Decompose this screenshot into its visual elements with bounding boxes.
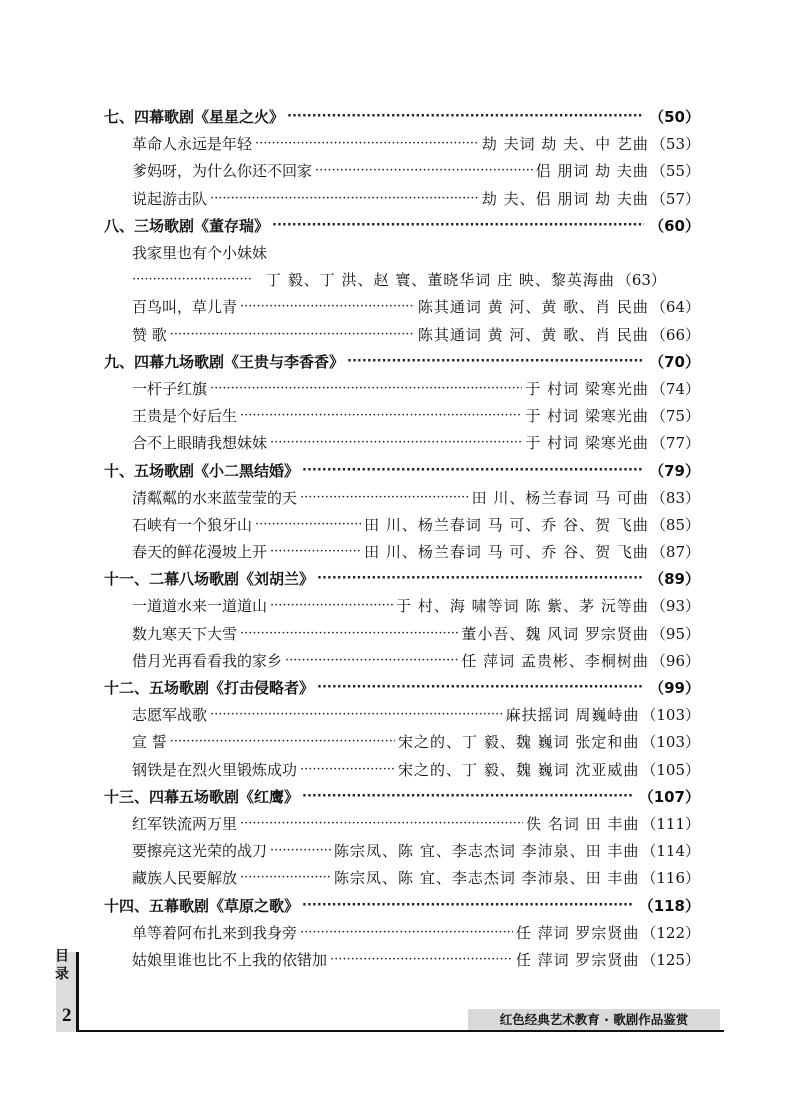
toc-title: 王贵是个好后生 bbox=[132, 407, 238, 426]
toc-title: 十三、四幕五场歌剧《红鹰》 bbox=[104, 787, 300, 806]
toc-page: （125） bbox=[641, 950, 700, 969]
toc-page: （63） bbox=[616, 271, 666, 290]
leader-dots bbox=[255, 511, 361, 538]
leader-dots bbox=[317, 565, 644, 592]
toc-page: （53） bbox=[650, 135, 700, 154]
toc-title: 七、四幕歌剧《星星之火》 bbox=[104, 108, 285, 127]
toc-page: （77） bbox=[650, 434, 700, 453]
toc-entry-row[interactable] bbox=[104, 946, 700, 973]
toc-entry-row[interactable] bbox=[104, 293, 700, 320]
leader-dots bbox=[255, 130, 479, 157]
toc-page: （95） bbox=[650, 624, 700, 643]
toc-title: 一杆子红旗 bbox=[132, 379, 208, 398]
toc-title: 十、五场歌剧《小二黑结婚》 bbox=[104, 461, 300, 480]
toc-credit: 陈其通词 黄 河、黄 歌、肖 民曲 bbox=[417, 325, 649, 344]
footer-title: 红色经典艺术教育 · 歌剧作品鉴赏 bbox=[468, 1009, 720, 1030]
toc-title: 十一、二幕八场歌剧《刘胡兰》 bbox=[104, 570, 315, 589]
toc-title: 合不上眼睛我想妹妹 bbox=[132, 434, 268, 453]
toc-entry-row[interactable] bbox=[104, 429, 700, 456]
toc-entry-row[interactable] bbox=[104, 402, 700, 429]
leader-dots bbox=[272, 212, 644, 239]
toc-entry-row[interactable] bbox=[104, 919, 700, 946]
page-number: 2 bbox=[62, 1005, 72, 1026]
bottom-rule bbox=[79, 1030, 724, 1032]
toc-page: （70） bbox=[649, 352, 700, 371]
leader-dots bbox=[240, 864, 331, 891]
toc-page: （105） bbox=[641, 760, 700, 779]
toc-page: （96） bbox=[650, 651, 700, 670]
leader-dots bbox=[302, 457, 644, 484]
toc-entry-row[interactable] bbox=[104, 756, 700, 783]
toc-page: （116） bbox=[641, 869, 700, 888]
toc-entry-row[interactable] bbox=[104, 701, 700, 728]
toc-page: （66） bbox=[650, 325, 700, 344]
toc-credit: 宋之的、丁 毅、魏 巍词 张定和曲 bbox=[398, 733, 640, 752]
toc-credit: 劫 夫词 劫 夫、中 艺曲 bbox=[481, 135, 649, 154]
toc-entry-row[interactable] bbox=[104, 592, 700, 619]
toc-section-row[interactable] bbox=[104, 456, 700, 483]
toc-entry-row[interactable] bbox=[104, 185, 700, 212]
toc-credit: 田 川、杨兰春词 马 可、乔 谷、贺 飞曲 bbox=[364, 543, 649, 562]
toc-credit: 于 村、海 啸等词 陈 紫、茅 沅等曲 bbox=[396, 597, 649, 616]
leader-dots bbox=[285, 647, 458, 674]
toc-entry-row[interactable] bbox=[104, 511, 700, 538]
leader-dots bbox=[270, 837, 331, 864]
toc-credit: 劫 夫、侣 朋词 劫 夫曲 bbox=[481, 189, 649, 208]
toc-title: 清粼粼的水来蓝莹莹的天 bbox=[132, 488, 298, 507]
toc-title: 春天的鲜花漫坡上开 bbox=[132, 543, 268, 562]
toc-page: （93） bbox=[650, 597, 700, 616]
toc-section-row[interactable] bbox=[104, 891, 700, 918]
toc-title: 单等着阿布扎来到我身旁 bbox=[132, 923, 298, 942]
toc-page: （122） bbox=[641, 923, 700, 942]
toc-title: 说起游击队 bbox=[132, 189, 208, 208]
toc-credit: 任 萍词 孟贵彬、李桐树曲 bbox=[461, 651, 649, 670]
toc-page: （55） bbox=[650, 162, 700, 181]
toc-credit: 于 村词 梁寒光曲 bbox=[525, 434, 649, 453]
toc-credit: 麻扶摇词 周巍峙曲 bbox=[505, 706, 640, 725]
toc-credit: 于 村词 梁寒光曲 bbox=[525, 379, 649, 398]
toc-page: （50） bbox=[649, 108, 700, 127]
leader-dots bbox=[330, 946, 513, 973]
leader-dots bbox=[300, 756, 395, 783]
toc-page: （83） bbox=[650, 488, 700, 507]
toc-entry-row[interactable] bbox=[104, 728, 700, 755]
toc-credit: 田 川、杨兰春词 马 可曲 bbox=[471, 488, 649, 507]
leader-dots bbox=[300, 919, 513, 946]
toc-credit: 任 萍词 罗宗贤曲 bbox=[515, 923, 640, 942]
leader-dots bbox=[317, 674, 644, 701]
toc-credit: 于 村词 梁寒光曲 bbox=[525, 407, 649, 426]
toc-entry-row[interactable] bbox=[104, 321, 700, 348]
toc-credit: 陈宗凤、陈 宜、李志杰词 李沛泉、田 丰曲 bbox=[334, 842, 640, 861]
toc-page: （118） bbox=[638, 896, 700, 915]
toc-page: （89） bbox=[649, 570, 700, 589]
toc-credit: 董小吾、魏 风词 罗宗贤曲 bbox=[461, 624, 649, 643]
leader-dots bbox=[302, 783, 634, 810]
toc-entry-row[interactable] bbox=[104, 620, 700, 647]
toc-title: 九、四幕九场歌剧《王贵与李香香》 bbox=[104, 352, 345, 371]
leader-dots bbox=[347, 348, 644, 375]
toc-credit: 丁 毅、丁 洪、赵 寰、董晓华词 庄 映、黎英海曲 bbox=[266, 271, 615, 290]
leader-dots bbox=[132, 266, 252, 293]
toc-section-row[interactable] bbox=[104, 674, 700, 701]
toc-section-row[interactable] bbox=[104, 103, 700, 130]
toc-page: （87） bbox=[650, 543, 700, 562]
toc-title: 十二、五场歌剧《打击侵略者》 bbox=[104, 679, 315, 698]
leader-dots bbox=[270, 429, 522, 456]
toc-title: 要擦亮这光荣的战刀 bbox=[132, 842, 268, 861]
toc-title: 红军铁流两万里 bbox=[132, 814, 238, 833]
toc-credit: 侣 朋词 劫 夫曲 bbox=[535, 162, 649, 181]
toc-page: （107） bbox=[638, 787, 700, 806]
leader-dots bbox=[300, 484, 469, 511]
toc-entry-row[interactable] bbox=[104, 538, 700, 565]
toc-page: （64） bbox=[650, 298, 700, 317]
toc-title: 赞 歌 bbox=[132, 325, 167, 344]
toc-page: （85） bbox=[650, 515, 700, 534]
toc-credit: 佚 名词 田 丰曲 bbox=[526, 814, 640, 833]
toc-entry-row[interactable] bbox=[104, 647, 700, 674]
toc-title: 百鸟叫，草儿青 bbox=[132, 298, 238, 317]
leader-dots bbox=[315, 157, 533, 184]
toc-title: 借月光再看看我的家乡 bbox=[132, 651, 283, 670]
toc-page: （57） bbox=[650, 189, 700, 208]
side-tab-label: 目录 bbox=[53, 948, 69, 984]
leader-dots bbox=[170, 321, 415, 348]
toc-title: 石峡有一个狼牙山 bbox=[132, 515, 253, 534]
toc-section-row[interactable] bbox=[104, 212, 700, 239]
toc-credit: 任 萍词 罗宗贤曲 bbox=[515, 950, 640, 969]
leader-dots bbox=[210, 185, 479, 212]
toc-entry-row[interactable] bbox=[104, 484, 700, 511]
leader-dots bbox=[240, 810, 523, 837]
leader-dots bbox=[270, 592, 393, 619]
toc-credit: 田 川、杨兰春词 马 可、乔 谷、贺 飞曲 bbox=[364, 515, 649, 534]
leader-dots bbox=[302, 892, 634, 919]
toc-title: 我家里也有个小妹妹 bbox=[132, 244, 268, 263]
toc-credit: 陈其通词 黄 河、黄 歌、肖 民曲 bbox=[417, 298, 649, 317]
toc-title: 革命人永远是年轻 bbox=[132, 135, 253, 154]
leader-dots bbox=[287, 103, 644, 130]
leader-dots bbox=[210, 701, 503, 728]
toc-credit: 宋之的、丁 毅、魏 巍词 沈亚威曲 bbox=[398, 760, 640, 779]
leader-dots bbox=[210, 375, 522, 402]
toc-title: 一道道水来一道道山 bbox=[132, 597, 268, 616]
toc-section-row[interactable] bbox=[104, 565, 700, 592]
toc-title: 十四、五幕歌剧《草原之歌》 bbox=[104, 896, 300, 915]
toc-title: 八、三场歌剧《董存瑞》 bbox=[104, 216, 270, 235]
toc-entry-row[interactable] bbox=[104, 375, 700, 402]
leader-dots bbox=[240, 402, 522, 429]
toc-title: 钢铁是在烈火里锻炼成功 bbox=[132, 760, 298, 779]
toc-page: （114） bbox=[641, 842, 700, 861]
toc-entry-row[interactable] bbox=[104, 239, 700, 266]
leader-dots bbox=[240, 293, 415, 320]
toc-entry-row[interactable] bbox=[104, 157, 700, 184]
toc-title: 藏族人民要解放 bbox=[132, 869, 238, 888]
toc-entry-row[interactable] bbox=[104, 266, 700, 293]
toc-page: （74） bbox=[650, 379, 700, 398]
side-rule bbox=[76, 952, 79, 1032]
toc-page: （103） bbox=[641, 706, 700, 725]
toc-entry-row[interactable] bbox=[104, 864, 700, 891]
toc-entry-row[interactable] bbox=[104, 130, 700, 157]
toc-entry-row[interactable] bbox=[104, 810, 700, 837]
toc-title: 姑娘里谁也比不上我的依错加 bbox=[132, 950, 328, 969]
toc-section-row[interactable] bbox=[104, 783, 700, 810]
toc-title: 爹妈呀，为什么你还不回家 bbox=[132, 162, 313, 181]
toc-credit: 陈宗凤、陈 宜、李志杰词 李沛泉、田 丰曲 bbox=[334, 869, 640, 888]
leader-dots bbox=[170, 728, 395, 755]
toc-entry-row[interactable] bbox=[104, 837, 700, 864]
leader-dots bbox=[240, 620, 458, 647]
toc-page: （75） bbox=[650, 407, 700, 426]
toc-page: （79） bbox=[649, 461, 700, 480]
table-of-contents bbox=[104, 103, 700, 973]
toc-title: 志愿军战歌 bbox=[132, 706, 208, 725]
toc-page: （111） bbox=[641, 814, 700, 833]
toc-page: （103） bbox=[641, 733, 700, 752]
toc-section-row[interactable] bbox=[104, 348, 700, 375]
toc-title: 数九寒天下大雪 bbox=[132, 624, 238, 643]
leader-dots bbox=[270, 538, 361, 565]
toc-page: （99） bbox=[649, 679, 700, 698]
toc-title: 宣 誓 bbox=[132, 733, 167, 752]
toc-page: （60） bbox=[649, 216, 700, 235]
